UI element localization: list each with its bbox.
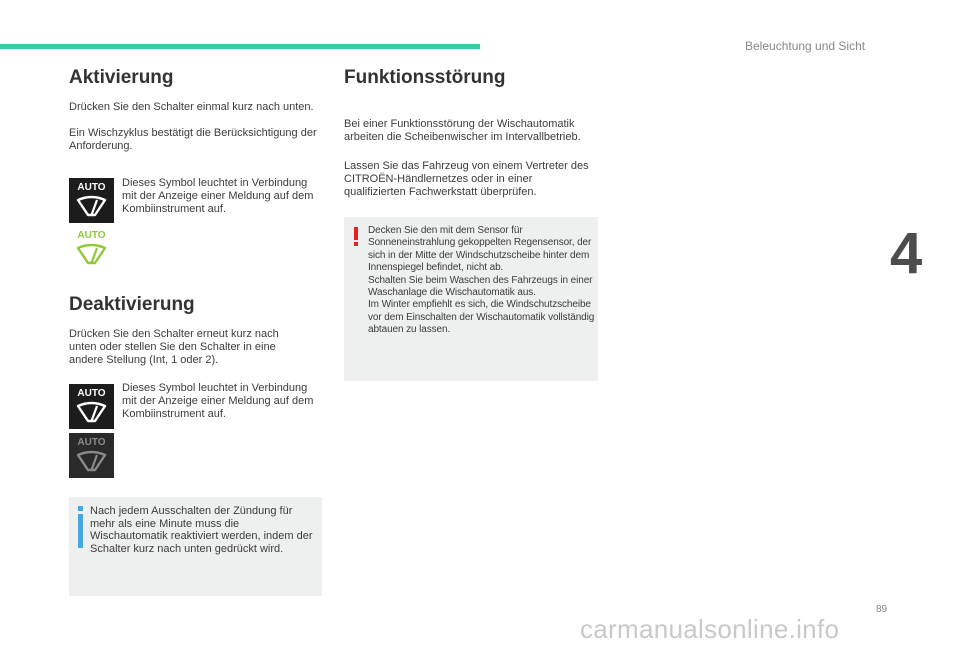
warning-text-2: Schalten Sie beim Waschen des Fahrzeugs in einer Waschanlage die Wischautomatik aus. — [368, 274, 593, 299]
info-note-box — [69, 497, 322, 596]
heading-deaktivierung: Deaktivierung — [69, 294, 195, 315]
aktivierung-text-2: Ein Wischzyklus bestätigt die Berücksichtigung der Anforderung. — [69, 127, 317, 152]
warning-text-3: Im Winter empfiehlt es sich, die Windschutzscheibe vor dem Einschalten der Wischautomatik vollständig abtauen zu lassen. — [368, 299, 595, 336]
auto-wiper-dark-icon — [69, 178, 114, 223]
header-accent-bar — [0, 44, 480, 49]
funktionsstoerung-text-2: Lassen Sie das Fahrzeug von einem Vertreter des CITROËN-Händlernetzes oder in einer qualifizierten Fachwerkstatt überprüfen. — [344, 160, 589, 198]
warning-icon — [353, 227, 359, 247]
deaktivierung-symbol-text: Dieses Symbol leuchtet in Verbindung mit der Anzeige einer Meldung auf dem Kombiinstrument auf. — [122, 382, 314, 420]
auto-label: AUTO — [77, 437, 106, 448]
auto-label: AUTO — [77, 230, 106, 241]
heading-aktivierung: Aktivierung — [69, 67, 174, 88]
warning-note-box — [344, 217, 598, 381]
auto-label: AUTO — [77, 388, 106, 399]
auto-wiper-green-icon — [69, 226, 114, 271]
warning-text-1: Decken Sie den mit dem Sensor für Sonneneinstrahlung gekoppelten Regensensor, der sich in der Mitte der Windschutzscheibe hinter dem Innenspiegel befindet, nicht ab. — [368, 225, 592, 274]
deaktivierung-text: Drücken Sie den Schalter erneut kurz nach unten oder stellen Sie den Schalter in eine andere Stellung (Int, 1 oder 2). — [69, 328, 279, 366]
aktivierung-text-1: Drücken Sie den Schalter einmal kurz nach unten. — [69, 101, 314, 113]
info-note-text: Nach jedem Ausschalten der Zündung für mehr als eine Minute muss die Wischautomatik reaktiviert werden, indem der Schalter kurz nach unten gedrückt wird. — [90, 505, 313, 555]
chapter-number: 4 — [890, 221, 923, 286]
page-number: 89 — [876, 604, 888, 615]
auto-label: AUTO — [77, 182, 106, 193]
funktionsstoerung-text-1: Bei einer Funktionsstörung der Wischautomatik arbeiten die Scheibenwischer im Intervallbetrieb. — [344, 118, 581, 143]
heading-funktionsstoerung: Funktionsstörung — [344, 67, 506, 88]
warning-note-text — [368, 225, 596, 337]
watermark: carmanualsonline.info — [580, 614, 840, 644]
auto-wiper-dark-icon-2 — [69, 384, 114, 429]
auto-wiper-grey-icon — [69, 433, 114, 478]
info-icon — [78, 506, 83, 548]
aktivierung-symbol-text: Dieses Symbol leuchtet in Verbindung mit der Anzeige einer Meldung auf dem Kombiinstrument auf. — [122, 177, 314, 215]
section-title: Beleuchtung und Sicht — [745, 39, 866, 53]
